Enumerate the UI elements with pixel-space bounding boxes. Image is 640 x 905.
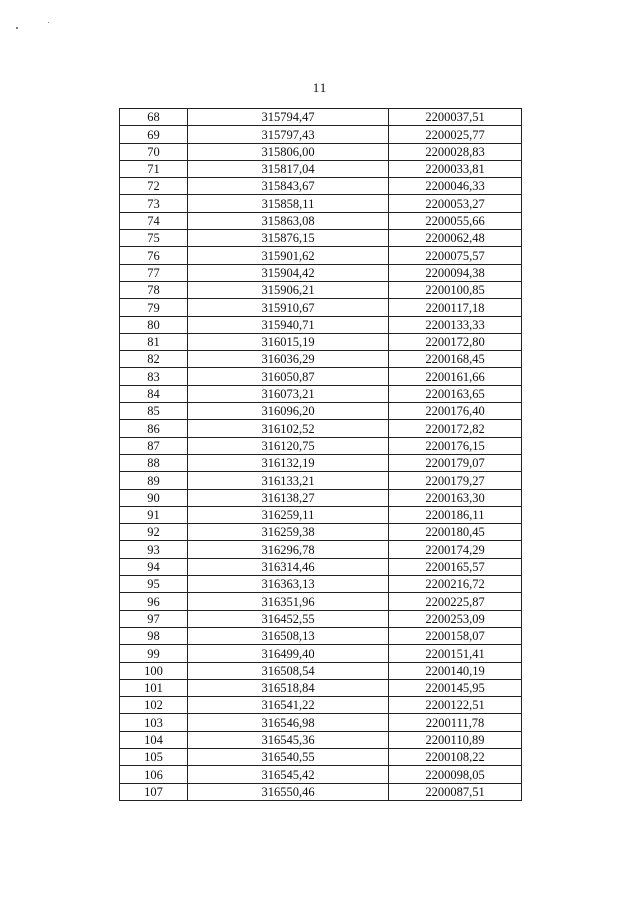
x-coordinate-cell: 316546,98 (188, 714, 389, 731)
point-number-cell: 88 (120, 454, 188, 471)
x-coordinate-cell: 315858,11 (188, 195, 389, 212)
x-coordinate-cell: 316132,19 (188, 454, 389, 471)
x-coordinate-cell: 316036,29 (188, 351, 389, 368)
y-coordinate-cell: 2200122,51 (389, 697, 522, 714)
x-coordinate-cell: 315794,47 (188, 109, 389, 126)
x-coordinate-cell: 316120,75 (188, 437, 389, 454)
table-row (120, 524, 522, 541)
table-row (120, 420, 522, 437)
x-coordinate-cell: 315806,00 (188, 143, 389, 160)
point-number-cell: 69 (120, 126, 188, 143)
coordinates-table (119, 108, 522, 801)
table-row (120, 351, 522, 368)
table-row (120, 178, 522, 195)
point-number-cell: 99 (120, 645, 188, 662)
point-number-cell: 101 (120, 679, 188, 696)
table-row (120, 368, 522, 385)
x-coordinate-cell: 316545,36 (188, 731, 389, 748)
x-coordinate-cell: 315940,71 (188, 316, 389, 333)
y-coordinate-cell: 2200151,41 (389, 645, 522, 662)
x-coordinate-cell: 316096,20 (188, 403, 389, 420)
x-coordinate-cell: 316540,55 (188, 748, 389, 765)
point-number-cell: 102 (120, 697, 188, 714)
x-coordinate-cell: 315876,15 (188, 230, 389, 247)
table-row (120, 143, 522, 160)
table-row (120, 299, 522, 316)
x-coordinate-cell: 316499,40 (188, 645, 389, 662)
y-coordinate-cell: 2200161,66 (389, 368, 522, 385)
x-coordinate-cell: 316545,42 (188, 766, 389, 783)
x-coordinate-cell: 316015,19 (188, 333, 389, 350)
y-coordinate-cell: 2200075,57 (389, 247, 522, 264)
point-number-cell: 107 (120, 783, 188, 800)
y-coordinate-cell: 2200033,81 (389, 160, 522, 177)
point-number-cell: 103 (120, 714, 188, 731)
y-coordinate-cell: 2200158,07 (389, 627, 522, 644)
y-coordinate-cell: 2200216,72 (389, 576, 522, 593)
table-row (120, 281, 522, 298)
y-coordinate-cell: 2200087,51 (389, 783, 522, 800)
y-coordinate-cell: 2200179,07 (389, 454, 522, 471)
point-number-cell: 85 (120, 403, 188, 420)
table-row (120, 264, 522, 281)
y-coordinate-cell: 2200253,09 (389, 610, 522, 627)
table-row (120, 160, 522, 177)
point-number-cell: 95 (120, 576, 188, 593)
scan-speck (16, 27, 18, 29)
y-coordinate-cell: 2200140,19 (389, 662, 522, 679)
point-number-cell: 83 (120, 368, 188, 385)
point-number-cell: 80 (120, 316, 188, 333)
y-coordinate-cell: 2200225,87 (389, 593, 522, 610)
table-row (120, 385, 522, 402)
point-number-cell: 86 (120, 420, 188, 437)
table-row (120, 593, 522, 610)
page-number: 11 (312, 80, 328, 95)
table-row (120, 316, 522, 333)
table-row (120, 783, 522, 800)
x-coordinate-cell: 316508,13 (188, 627, 389, 644)
table-row (120, 126, 522, 143)
x-coordinate-cell: 316541,22 (188, 697, 389, 714)
point-number-cell: 100 (120, 662, 188, 679)
table-row (120, 766, 522, 783)
table-row (120, 403, 522, 420)
y-coordinate-cell: 2200094,38 (389, 264, 522, 281)
x-coordinate-cell: 316296,78 (188, 541, 389, 558)
point-number-cell: 92 (120, 524, 188, 541)
y-coordinate-cell: 2200117,18 (389, 299, 522, 316)
point-number-cell: 90 (120, 489, 188, 506)
x-coordinate-cell: 316351,96 (188, 593, 389, 610)
point-number-cell: 98 (120, 627, 188, 644)
table-row (120, 489, 522, 506)
point-number-cell: 73 (120, 195, 188, 212)
scan-speck (48, 22, 49, 23)
point-number-cell: 91 (120, 506, 188, 523)
table-row (120, 541, 522, 558)
x-coordinate-cell: 315797,43 (188, 126, 389, 143)
point-number-cell: 84 (120, 385, 188, 402)
x-coordinate-cell: 315904,42 (188, 264, 389, 281)
x-coordinate-cell: 316259,38 (188, 524, 389, 541)
x-coordinate-cell: 316508,54 (188, 662, 389, 679)
x-coordinate-cell: 315901,62 (188, 247, 389, 264)
table-row (120, 212, 522, 229)
y-coordinate-cell: 2200172,82 (389, 420, 522, 437)
point-number-cell: 76 (120, 247, 188, 264)
y-coordinate-cell: 2200111,78 (389, 714, 522, 731)
table-row (120, 506, 522, 523)
y-coordinate-cell: 2200176,15 (389, 437, 522, 454)
y-coordinate-cell: 2200028,83 (389, 143, 522, 160)
point-number-cell: 68 (120, 109, 188, 126)
y-coordinate-cell: 2200046,33 (389, 178, 522, 195)
point-number-cell: 75 (120, 230, 188, 247)
table-row (120, 748, 522, 765)
x-coordinate-cell: 315863,08 (188, 212, 389, 229)
point-number-cell: 74 (120, 212, 188, 229)
y-coordinate-cell: 2200163,30 (389, 489, 522, 506)
table-row (120, 576, 522, 593)
point-number-cell: 71 (120, 160, 188, 177)
point-number-cell: 89 (120, 472, 188, 489)
table-row (120, 333, 522, 350)
table-row (120, 697, 522, 714)
point-number-cell: 87 (120, 437, 188, 454)
table-row (120, 714, 522, 731)
point-number-cell: 105 (120, 748, 188, 765)
y-coordinate-cell: 2200168,45 (389, 351, 522, 368)
y-coordinate-cell: 2200037,51 (389, 109, 522, 126)
x-coordinate-cell: 316073,21 (188, 385, 389, 402)
point-number-cell: 70 (120, 143, 188, 160)
y-coordinate-cell: 2200108,22 (389, 748, 522, 765)
x-coordinate-cell: 316050,87 (188, 368, 389, 385)
x-coordinate-cell: 316259,11 (188, 506, 389, 523)
table-row (120, 662, 522, 679)
y-coordinate-cell: 2200176,40 (389, 403, 522, 420)
x-coordinate-cell: 315910,67 (188, 299, 389, 316)
point-number-cell: 78 (120, 281, 188, 298)
y-coordinate-cell: 2200172,80 (389, 333, 522, 350)
y-coordinate-cell: 2200165,57 (389, 558, 522, 575)
y-coordinate-cell: 2200179,27 (389, 472, 522, 489)
x-coordinate-cell: 315817,04 (188, 160, 389, 177)
x-coordinate-cell: 315906,21 (188, 281, 389, 298)
x-coordinate-cell: 315843,67 (188, 178, 389, 195)
point-number-cell: 96 (120, 593, 188, 610)
table-row (120, 679, 522, 696)
y-coordinate-cell: 2200098,05 (389, 766, 522, 783)
table-row (120, 230, 522, 247)
y-coordinate-cell: 2200062,48 (389, 230, 522, 247)
y-coordinate-cell: 2200053,27 (389, 195, 522, 212)
point-number-cell: 79 (120, 299, 188, 316)
y-coordinate-cell: 2200100,85 (389, 281, 522, 298)
table-row (120, 558, 522, 575)
point-number-cell: 94 (120, 558, 188, 575)
x-coordinate-cell: 316550,46 (188, 783, 389, 800)
table-row (120, 731, 522, 748)
x-coordinate-cell: 316314,46 (188, 558, 389, 575)
table-row (120, 454, 522, 471)
table-row (120, 195, 522, 212)
y-coordinate-cell: 2200174,29 (389, 541, 522, 558)
coordinates-table-body (120, 109, 522, 801)
y-coordinate-cell: 2200133,33 (389, 316, 522, 333)
x-coordinate-cell: 316452,55 (188, 610, 389, 627)
y-coordinate-cell: 2200186,11 (389, 506, 522, 523)
point-number-cell: 104 (120, 731, 188, 748)
point-number-cell: 72 (120, 178, 188, 195)
table-row (120, 610, 522, 627)
table-row (120, 109, 522, 126)
y-coordinate-cell: 2200025,77 (389, 126, 522, 143)
point-number-cell: 106 (120, 766, 188, 783)
x-coordinate-cell: 316363,13 (188, 576, 389, 593)
table-row (120, 472, 522, 489)
x-coordinate-cell: 316133,21 (188, 472, 389, 489)
table-row (120, 247, 522, 264)
y-coordinate-cell: 2200180,45 (389, 524, 522, 541)
point-number-cell: 77 (120, 264, 188, 281)
point-number-cell: 82 (120, 351, 188, 368)
table-row (120, 645, 522, 662)
x-coordinate-cell: 316102,52 (188, 420, 389, 437)
table-row (120, 437, 522, 454)
point-number-cell: 93 (120, 541, 188, 558)
y-coordinate-cell: 2200110,89 (389, 731, 522, 748)
table-row (120, 627, 522, 644)
point-number-cell: 81 (120, 333, 188, 350)
point-number-cell: 97 (120, 610, 188, 627)
x-coordinate-cell: 316518,84 (188, 679, 389, 696)
y-coordinate-cell: 2200163,65 (389, 385, 522, 402)
x-coordinate-cell: 316138,27 (188, 489, 389, 506)
y-coordinate-cell: 2200145,95 (389, 679, 522, 696)
y-coordinate-cell: 2200055,66 (389, 212, 522, 229)
